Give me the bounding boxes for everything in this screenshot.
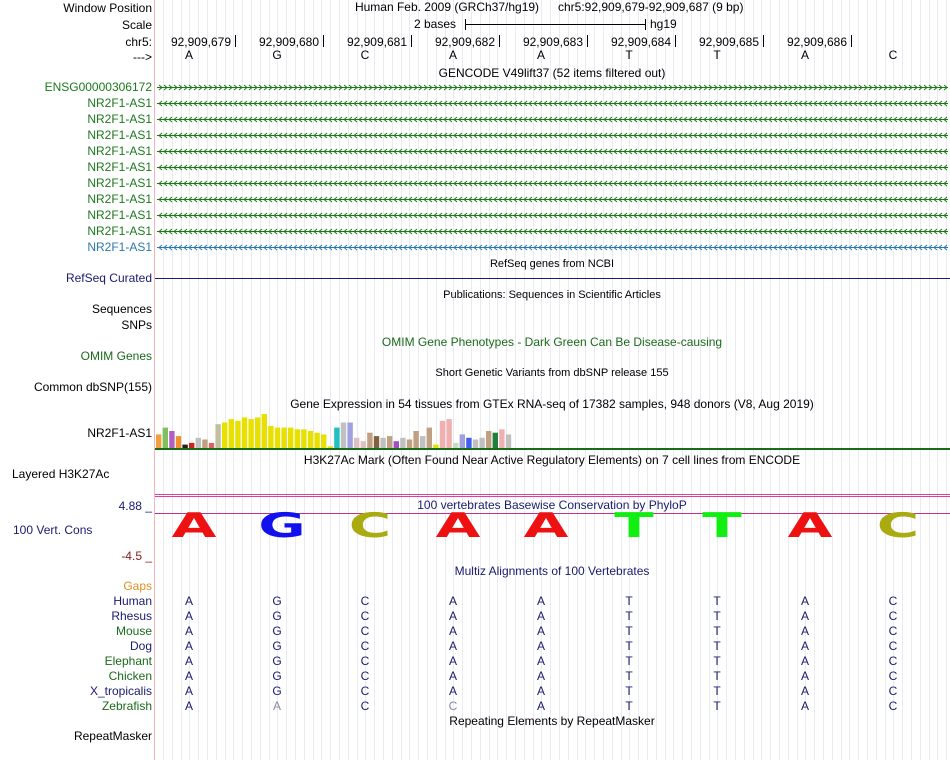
gencode-item-label[interactable]: NR2F1-AS1 — [87, 96, 152, 110]
gene-model-line — [157, 243, 948, 252]
alignment-base: A — [800, 654, 810, 668]
grid-line — [841, 0, 842, 760]
alignment-base: G — [272, 624, 282, 638]
gtex-bar — [163, 428, 168, 448]
gencode-item-label[interactable]: NR2F1-AS1 — [87, 128, 152, 142]
alignment-base: C — [888, 639, 898, 653]
alignment-base: C — [360, 624, 370, 638]
gtex-bar — [281, 428, 286, 448]
alignment-base: A — [536, 699, 546, 713]
gtex-baseline — [155, 448, 950, 450]
gtex-bar — [176, 436, 181, 448]
gtex-bar — [169, 431, 174, 448]
ruler-base: A — [800, 48, 810, 62]
gencode-item-label[interactable]: NR2F1-AS1 — [87, 160, 152, 174]
gencode-item-label[interactable]: NR2F1-AS1 — [87, 176, 152, 190]
alignment-base: T — [713, 594, 721, 608]
alignment-base: C — [448, 699, 458, 713]
gtex-bar — [156, 434, 161, 448]
repeatmasker-label[interactable]: RepeatMasker — [73, 729, 152, 743]
gencode-item-label[interactable]: NR2F1-AS1 — [87, 240, 152, 254]
grid-line — [172, 0, 173, 760]
refseq-curated-label[interactable]: RefSeq Curated — [65, 271, 152, 285]
scale-bar-text: 2 bases — [414, 17, 457, 31]
alignment-base: C — [888, 669, 898, 683]
gtex-bar — [499, 429, 504, 448]
grid-line — [216, 0, 217, 760]
grid-line — [814, 0, 815, 760]
refseq-gene-line — [155, 278, 950, 279]
ruler-base: C — [888, 48, 898, 62]
alignment-base: A — [536, 609, 546, 623]
alignment-base: A — [448, 669, 458, 683]
ruler-tick — [763, 35, 764, 47]
grid-line — [726, 0, 727, 760]
gtex-bar — [215, 424, 220, 448]
gencode-item-label[interactable]: NR2F1-AS1 — [87, 208, 152, 222]
alignment-base: G — [272, 654, 282, 668]
grid-line — [225, 0, 226, 760]
grid-line — [233, 0, 234, 760]
grid-line — [357, 0, 358, 760]
alignment-base: A — [800, 609, 810, 623]
phylop-logo-base: C — [876, 506, 920, 546]
gtex-bar — [222, 423, 227, 449]
gtex-bar — [321, 434, 326, 448]
strand-arrow-label: ---> — [133, 50, 152, 64]
species-label[interactable]: Rhesus — [111, 609, 152, 623]
gtex-bar — [427, 428, 432, 448]
ruler-tick — [587, 35, 588, 47]
grid-line — [330, 0, 331, 760]
scale-label: Scale — [121, 18, 152, 32]
gene-model-line — [157, 211, 948, 220]
gene-model-line — [157, 195, 948, 204]
gtex-bar — [473, 440, 478, 449]
gtex-bar — [479, 438, 484, 448]
alignment-base: A — [184, 639, 194, 653]
alignment-base: A — [536, 594, 546, 608]
phylop-min-label: -4.5 _ — [121, 549, 152, 563]
gtex-bar — [202, 440, 207, 449]
gene-model-line — [157, 227, 948, 236]
ruler-base: T — [713, 48, 721, 62]
phylop-logo-base: A — [523, 506, 569, 546]
scale-bar-db: hg19 — [650, 17, 677, 31]
alignment-base: A — [800, 684, 810, 698]
grid-line — [427, 0, 428, 760]
scale-bar-left-tick — [465, 19, 466, 30]
ruler-tick — [323, 35, 324, 47]
gtex-bar — [407, 440, 412, 449]
alignment-base: T — [713, 609, 721, 623]
gtex-bar — [248, 419, 253, 448]
scale-bar-line — [465, 24, 645, 25]
gtex-bar — [400, 438, 405, 448]
alignment-base: C — [360, 669, 370, 683]
alignment-base: A — [536, 669, 546, 683]
alignment-base: A — [800, 624, 810, 638]
grid-line — [858, 0, 859, 760]
alignment-base: G — [272, 684, 282, 698]
gtex-bar — [387, 436, 392, 448]
alignment-base: A — [448, 654, 458, 668]
chrom-label: chr5: — [125, 35, 152, 49]
gtex-bar — [506, 434, 511, 448]
gtex-bar — [196, 438, 201, 448]
alignment-base: A — [448, 624, 458, 638]
grid-line — [673, 0, 674, 760]
gtex-bar — [235, 421, 240, 448]
repeatmasker-track-title: Repeating Elements by RepeatMasker — [449, 714, 655, 728]
alignment-base: T — [713, 639, 721, 653]
gtex-bar — [440, 421, 445, 448]
species-label[interactable]: Elephant — [104, 654, 152, 668]
gencode-item-label[interactable]: NR2F1-AS1 — [87, 144, 152, 158]
gencode-item-label[interactable]: NR2F1-AS1 — [87, 192, 152, 206]
phylop-logo-base: G — [258, 506, 306, 546]
grid-line — [383, 0, 384, 760]
gtex-bar — [466, 438, 471, 448]
gtex-bar — [486, 431, 491, 448]
grid-line — [401, 0, 402, 760]
species-label[interactable]: Mouse — [115, 624, 152, 638]
grid-line — [770, 0, 771, 760]
species-label[interactable]: X_tropicalis — [89, 684, 152, 698]
gaps-label: Gaps — [123, 579, 152, 593]
alignment-base: C — [360, 699, 370, 713]
grid-line — [797, 0, 798, 760]
grid-line — [735, 0, 736, 760]
alignment-base: G — [272, 639, 282, 653]
gtex-bar — [295, 429, 300, 448]
grid-line — [181, 0, 182, 760]
omim-track-title: OMIM Gene Phenotypes - Dark Green Can Be Disease-causing — [381, 335, 723, 349]
phylop-track-label[interactable]: 100 Vert. Cons — [13, 523, 93, 537]
alignment-base: A — [800, 594, 810, 608]
gtex-bar — [374, 436, 379, 448]
gtex-bar — [275, 428, 280, 448]
alignment-base: A — [184, 624, 194, 638]
assembly-title: Human Feb. 2009 (GRCh37/hg19) — [354, 0, 540, 14]
gene-model-line — [157, 83, 948, 92]
phylop-logo-base: T — [702, 506, 742, 546]
ruler-tick-label: 92,909,685 — [698, 35, 759, 49]
publications-track-title: Publications: Sequences in Scientific Articles — [443, 289, 661, 301]
alignment-base: C — [360, 639, 370, 653]
alignment-base: A — [448, 684, 458, 698]
omim-genes-label[interactable]: OMIM Genes — [80, 349, 152, 363]
alignment-base: A — [448, 594, 458, 608]
gtex-bar — [347, 423, 352, 449]
alignment-base: T — [625, 639, 633, 653]
gtex-bar — [446, 419, 451, 448]
alignment-base: T — [713, 624, 721, 638]
alignment-base: T — [625, 684, 633, 698]
grid-line — [409, 0, 410, 760]
grid-line — [339, 0, 340, 760]
alignment-base: T — [713, 684, 721, 698]
grid-line — [295, 0, 296, 760]
grid-line — [374, 0, 375, 760]
gtex-bar-chart — [155, 412, 535, 448]
gtex-track-title: Gene Expression in 54 tissues from GTEx RNA-seq of 17382 samples, 948 donors (V8, Aug 2019) — [290, 397, 814, 411]
alignment-base: C — [360, 609, 370, 623]
ruler-tick — [675, 35, 676, 47]
gtex-bar — [493, 433, 498, 448]
alignment-base: A — [184, 699, 194, 713]
gtex-bar — [308, 431, 313, 448]
gene-model-line — [157, 131, 948, 140]
window-position-label: Window Position — [63, 1, 152, 15]
alignment-base: C — [888, 654, 898, 668]
common-dbsnp-label[interactable]: Common dbSNP(155) — [33, 380, 152, 394]
gencode-item-label[interactable]: NR2F1-AS1 — [87, 224, 152, 238]
ruler-base: A — [536, 48, 546, 62]
grid-line — [242, 0, 243, 760]
alignment-base: T — [625, 669, 633, 683]
ruler-tick — [235, 35, 236, 47]
grid-line — [207, 0, 208, 760]
multiz-track-title: Multiz Alignments of 100 Vertebrates — [454, 564, 650, 578]
alignment-base: A — [800, 669, 810, 683]
gtex-bar — [288, 428, 293, 448]
snps-label[interactable]: SNPs — [121, 318, 152, 332]
alignment-base: G — [272, 669, 282, 683]
grid-line — [832, 0, 833, 760]
grid-line — [761, 0, 762, 760]
alignment-base: G — [272, 609, 282, 623]
alignment-base: A — [448, 609, 458, 623]
grid-line — [163, 0, 164, 760]
alignment-base: T — [625, 654, 633, 668]
grid-line — [269, 0, 270, 760]
alignment-base: A — [184, 669, 194, 683]
grid-line — [937, 0, 938, 760]
phylop-logo-base: A — [435, 506, 481, 546]
gtex-bar — [255, 417, 260, 448]
species-label[interactable]: Chicken — [108, 669, 152, 683]
species-label[interactable]: Dog — [129, 639, 152, 653]
grid-line — [911, 0, 912, 760]
ruler-tick-label: 92,909,683 — [522, 35, 583, 49]
grid-line — [709, 0, 710, 760]
ruler-base: A — [448, 48, 458, 62]
alignment-base: T — [625, 624, 633, 638]
alignment-base: A — [184, 594, 194, 608]
grid-line — [304, 0, 305, 760]
h3k27ac-line-top — [155, 494, 950, 495]
alignment-base: A — [536, 639, 546, 653]
grid-line — [392, 0, 393, 760]
alignment-base: T — [713, 669, 721, 683]
alignment-base: A — [184, 684, 194, 698]
grid-line — [867, 0, 868, 760]
alignment-base: T — [713, 699, 721, 713]
alignment-base: A — [184, 654, 194, 668]
label-divider — [154, 0, 155, 760]
alignment-base: A — [536, 684, 546, 698]
gencode-item-label[interactable]: ENSG00000306172 — [44, 80, 152, 94]
gtex-gene-label[interactable]: NR2F1-AS1 — [87, 426, 152, 440]
layered-h3k27ac-label[interactable]: Layered H3K27Ac — [12, 467, 110, 481]
ruler-tick — [411, 35, 412, 47]
ruler-tick-label: 92,909,686 — [786, 35, 847, 49]
grid-line — [700, 0, 701, 760]
gtex-bar — [354, 438, 359, 448]
alignment-base: T — [625, 609, 633, 623]
grid-line — [313, 0, 314, 760]
gtex-bar — [341, 423, 346, 449]
alignment-base: T — [713, 654, 721, 668]
ruler-base: A — [184, 48, 194, 62]
grid-line — [929, 0, 930, 760]
ruler-base: C — [360, 48, 370, 62]
gene-model-line — [157, 115, 948, 124]
alignment-base: C — [360, 654, 370, 668]
grid-line — [286, 0, 287, 760]
ruler-tick-label: 92,909,684 — [610, 35, 671, 49]
phylop-track-title: 100 vertebrates Basewise Conservation by PhyloP — [417, 498, 687, 512]
grid-line — [753, 0, 754, 760]
dbsnp-track-title: Short Genetic Variants from dbSNP release 155 — [435, 367, 669, 379]
publications-sequences-label[interactable]: Sequences — [91, 302, 152, 316]
grid-line — [260, 0, 261, 760]
refseq-track-title: RefSeq genes from NCBI — [489, 258, 615, 270]
species-label[interactable]: Zebrafish — [101, 699, 152, 713]
ruler-tick-label: 92,909,679 — [170, 35, 231, 49]
gtex-bar — [262, 414, 267, 448]
grid-line — [849, 0, 850, 760]
grid-line — [876, 0, 877, 760]
grid-line — [946, 0, 947, 760]
alignment-base: A — [536, 624, 546, 638]
grid-line — [885, 0, 886, 760]
ruler-base: G — [272, 48, 282, 62]
alignment-base: T — [625, 699, 633, 713]
gtex-bar — [380, 438, 385, 448]
gtex-bar — [361, 441, 366, 448]
grid-line — [902, 0, 903, 760]
species-label[interactable]: Human — [113, 594, 152, 608]
alignment-base: A — [272, 699, 282, 713]
alignment-base: C — [888, 684, 898, 698]
grid-line — [251, 0, 252, 760]
phylop-logo-base: A — [787, 506, 833, 546]
alignment-base: C — [888, 594, 898, 608]
track-labels-column — [0, 0, 154, 760]
gtex-bar — [268, 426, 273, 448]
alignment-base: A — [800, 639, 810, 653]
scale-bar-right-tick — [645, 19, 646, 30]
position-text: chr5:92,909,679-92,909,687 (9 bp) — [558, 0, 744, 14]
gtex-bar — [314, 433, 319, 448]
grid-line — [823, 0, 824, 760]
alignment-base: C — [888, 699, 898, 713]
alignment-base: C — [360, 594, 370, 608]
h3k27ac-track-title: H3K27Ac Mark (Often Found Near Active Regulatory Elements) on 7 cell lines from ENCODE — [303, 453, 801, 467]
gtex-bar — [301, 429, 306, 448]
alignment-base: C — [888, 609, 898, 623]
gtex-bar — [334, 428, 339, 448]
ruler-tick — [499, 35, 500, 47]
ruler-base: T — [625, 48, 633, 62]
gene-model-line — [157, 147, 948, 156]
alignment-base: C — [360, 684, 370, 698]
gene-model-line — [157, 179, 948, 188]
alignment-base: A — [536, 654, 546, 668]
grid-line — [321, 0, 322, 760]
alignment-base: T — [625, 594, 633, 608]
grid-line — [348, 0, 349, 760]
ruler-tick — [851, 35, 852, 47]
gtex-bar — [242, 417, 247, 448]
alignment-base: A — [184, 609, 194, 623]
alignment-base: C — [888, 624, 898, 638]
grid-line — [198, 0, 199, 760]
ruler-tick-label: 92,909,682 — [434, 35, 495, 49]
grid-line — [920, 0, 921, 760]
phylop-logo-base: C — [348, 506, 392, 546]
gencode-track-title: GENCODE V49lift37 (52 items filtered out) — [438, 66, 666, 80]
phylop-max-label: 4.88 _ — [118, 499, 152, 513]
ruler-tick-label: 92,909,681 — [346, 35, 407, 49]
phylop-logo-base: A — [171, 506, 217, 546]
grid-line — [682, 0, 683, 760]
gtex-bar — [413, 431, 418, 448]
ruler-tick-label: 92,909,680 — [258, 35, 319, 49]
grid-line — [691, 0, 692, 760]
grid-line — [418, 0, 419, 760]
grid-line — [788, 0, 789, 760]
alignment-base: G — [272, 594, 282, 608]
gene-model-line — [157, 163, 948, 172]
phylop-logo-base: T — [614, 506, 654, 546]
gene-model-line — [157, 99, 948, 108]
alignment-base: A — [800, 699, 810, 713]
grid-line — [779, 0, 780, 760]
alignment-base: A — [448, 639, 458, 653]
grid-line — [744, 0, 745, 760]
gencode-item-label[interactable]: NR2F1-AS1 — [87, 112, 152, 126]
gtex-bar — [420, 436, 425, 448]
gtex-bar — [367, 433, 372, 448]
gtex-bar — [229, 419, 234, 448]
gtex-bar — [460, 434, 465, 448]
h3k27ac-line-bottom — [155, 496, 950, 497]
gtex-bar — [394, 441, 399, 448]
